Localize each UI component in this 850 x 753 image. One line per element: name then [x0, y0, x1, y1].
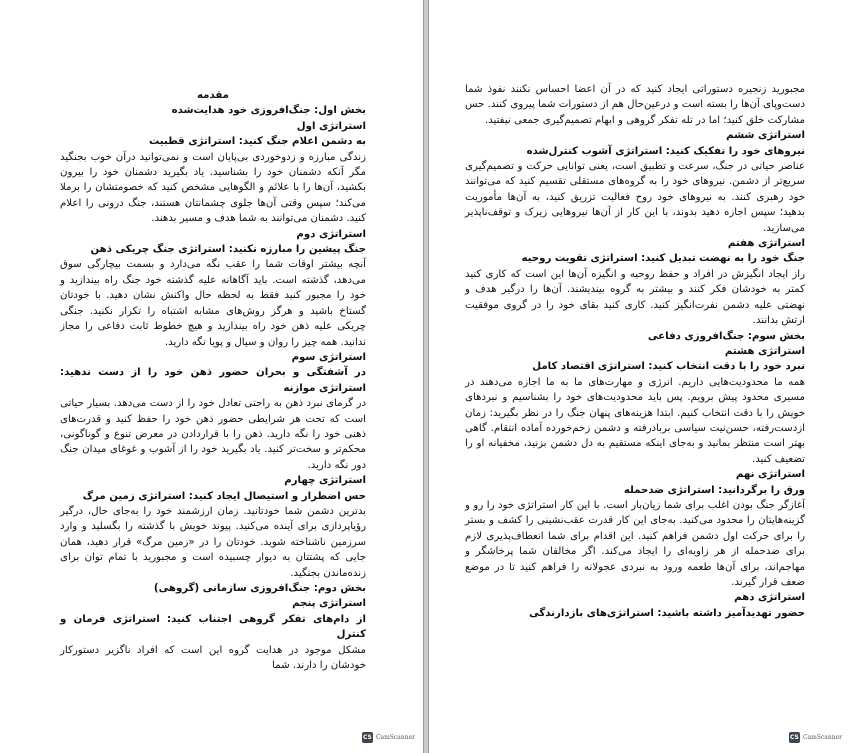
left-page-text	[60, 88, 366, 673]
section-heading: در آشفتگی و بحران حضور ذهن خود را از دست ندهید: استراتژی موازنه	[60, 367, 366, 394]
camscanner-logo-text: CamScanner	[375, 734, 415, 741]
camscanner-watermark	[362, 732, 415, 743]
camscanner-watermark	[789, 732, 842, 743]
section-heading: حضور تهدیدآمیز داشته باشید: استراتژی‌های بازدارندگی	[529, 607, 805, 619]
section-heading: استراتژی دوم	[296, 228, 366, 240]
right-page-text	[465, 82, 805, 621]
right-page	[428, 0, 850, 753]
section-heading: استراتژی سوم	[291, 351, 366, 363]
section-heading: جنگ پیشین را مبارزه نکنید: استراتژی جنگ چریکی ذهن	[90, 244, 366, 256]
camscanner-logo-icon: CS	[363, 734, 372, 741]
section-heading: استراتژی هشتم	[724, 345, 805, 357]
paragraph: زندگی مبارزه و زدوخوردی بی‌پایان است و نمی‌توانید درآن خوب بجنگید مگر آنکه دشمنان خود را بشناسید. یاد بگیرید دشمنان خود را بیرون بکشید، آن‌ها را با علائم و الگوهایی مشخص کنید که خصومتشان را برملا می‌کند؛ سپس وقتی آن‌ها جلوی چشمانتان هستند، جنگ درونی را اعلام کنید. دشمنان می‌توانند به شما هدف و مسیر بدهند.	[60, 151, 366, 225]
section-heading: به دشمن اعلام جنگ کنید: استراتژی قطبیت	[148, 136, 366, 148]
paragraph: عناصر حیاتی در جنگ، سرعت و تطبیق است، یعنی توانایی حرکت و تصمیم‌گیری سریع‌تر از دشمن. نیروهای خود را به گروه‌های مستقلی تقسیم کنید که می‌توانند خود رهبری کنند. به نیروهای خود روح فعالیت تزریق کنید، به آن‌ها مأموریت بدهید؛ سپس اجازه دهید بدوند، با این کار از آن‌ها نیروهایی زیرک و توقف‌ناپذیر می‌سازید.	[465, 161, 805, 234]
paragraph: همه ما محدودیت‌هایی داریم. انرژی و مهارت‌های ما به ما اجازه می‌دهند در مسیری محدود پیش برویم. پس باید محدودیت‌های خود را بشناسیم و نبردهای خویش را با دقت انتخاب کنیم. ابتدا هزینه‌های پنهان جنگ را در نظر بگیرید: زمان ازدست‌رفته، حسن‌نیت سیاسی بربادرفته و دشمن زخم‌خورده آماده انتقام. گاهی بهتر است منتظر بمانید و به‌جای اینکه مستقیم به دل دشمن بزنید، مخفیانه او را تضعیف کنید.	[465, 376, 805, 465]
section-heading: استراتژی نهم	[735, 469, 805, 481]
section-heading: حس اضطرار و استیصال ایجاد کنید: استراتژی زمین مرگ	[82, 490, 366, 502]
section-heading: نبرد خود را با دقت انتخاب کنید: استراتژی اقتصاد کامل	[532, 361, 805, 373]
section-heading: استراتژی دهم	[734, 592, 805, 604]
section-heading: جنگ خود را به نهضت تبدیل کنید: استراتژی تقویت روحیه	[521, 253, 805, 265]
paragraph: آنچه بیشتر اوقات شما را عقب نگه می‌دارد و بسمت بیچارگی سوق می‌دهد، گذشته است. باید آگاهانه علیه گذشته خود جنگ راه بیندازید و خود را مجبور کنید فقط به لحظه حال واکنش نشان دهید. با خودتان گستاخ باشید و هرگز روش‌های مشابه اشتباه را تکرار نکنید. جنگی چریکی علیه ذهن خود راه بیندازید و هیچ خطوط ثابت دفاعی را مجاز ندانید. همه چیز را روان و سیال و پویا نگه دارید.	[60, 259, 366, 348]
section-heading: استراتژی اول	[296, 120, 366, 132]
section-heading: بخش اول: جنگ‌افروزی خود هدایت‌شده	[171, 105, 366, 117]
section-heading: بخش دوم: جنگ‌افروزی سازمانی (گروهی)	[153, 583, 366, 594]
camscanner-logo-text: CamScanner	[802, 734, 842, 741]
section-heading: مقدمه	[196, 90, 229, 101]
left-page	[0, 0, 424, 753]
section-heading: استراتژی هفتم	[727, 238, 805, 250]
paragraph: آغازگر جنگ بودن اغلب برای شما زیان‌بار است. با این کار استراتژی خود را رو و گزینه‌هایتان را محدود می‌کنید. به‌جای این کار قدرت عقب‌نشینی را کشف و بستر را برای حرکت اول دشمن فراهم کنید. این اقدام برای شما انعطاف‌پذیری لازم برای ضدحمله از هر زاویه‌ای را ایجاد می‌کند. اگر مخالفان شما پرخاشگر و مهاجم‌اند، برای آن‌ها طعمه ورود به نبردی عجولانه را فراهم کنید تا در موضع ضعف قرار گیرند.	[465, 499, 805, 588]
paragraph: مشکل موجود در هدایت گروه این است که افراد ناگزیر دستورکار خودشان را دارند. شما	[60, 644, 366, 672]
paragraph: در گرمای نبرد ذهن به راحتی تعادل خود را از دست می‌دهد. بسیار حیاتی است که تحت هر شرایطی حضور ذهن خود را حفظ کنید و قدرت‌های ذهنی خود را نگه دارید. ذهن را با قراردادن در معرض تنوع و گوناگونی، محکم‌تر و سخت‌تر کنید. یاد بگیرید خود را از آشوب و غوغای میدان جنگ دور نگه دارید.	[60, 398, 366, 471]
paragraph: راز ایجاد انگیزش در افراد و حفظ روحیه و انگیزه آن‌ها این است که کاری کنید کمتر به خودشان فکر کنند و بیشتر به گروه بیندیشند. آن‌ها را درگیر هدف و نهضتی علیه دشمن نفرت‌انگیز کنید. کاری کنید بقای خود را در گروی موفقیت ارتش بدانند.	[465, 268, 805, 327]
section-heading: استراتژی ششم	[726, 130, 805, 142]
section-heading: نیروهای خود را تفکیک کنید: استراتژی آشوب کنترل‌شده	[526, 145, 805, 157]
section-heading: استراتژی پنجم	[292, 598, 366, 610]
paragraph: مجبورید زنجیره دستوراتی ایجاد کنید که در آن اعضا احساس نکنند نفوذ شما دست‌وپای آن‌ها را بسته است و درعین‌حال هم از دستورات شما پیروی کنند. حس مشارکت خلق کنید؛ اما در تله تفکر گروهی و ابهام تصمیم‌گیری جمعی نیفتید.	[465, 84, 805, 126]
camscanner-logo-icon: CS	[790, 734, 799, 741]
paragraph: بدترین دشمن شما خودتانید. زمان ارزشمند خود را به‌جای حال، درگیر رؤیاپردازی برای آینده می‌کنید. پیوند خویش با گذشته را بگسلید و وارد سرزمین ناشناخته شوید. خودتان را در «زمین مرگ» قرار دهید، همان جایی که پشتتان به دیوار چسبیده است و مجبورید با تمام توان برای زنده‌ماندن بجنگید.	[60, 505, 366, 579]
section-heading: بخش سوم: جنگ‌افروزی دفاعی	[647, 330, 805, 342]
section-heading: ورق را برگردانید: استراتژی ضدحمله	[623, 484, 805, 496]
section-heading: استراتژی چهارم	[284, 475, 366, 487]
section-heading: از دام‌های تفکر گروهی اجتناب کنید: استراتژی فرمان و کنترل	[60, 613, 366, 641]
